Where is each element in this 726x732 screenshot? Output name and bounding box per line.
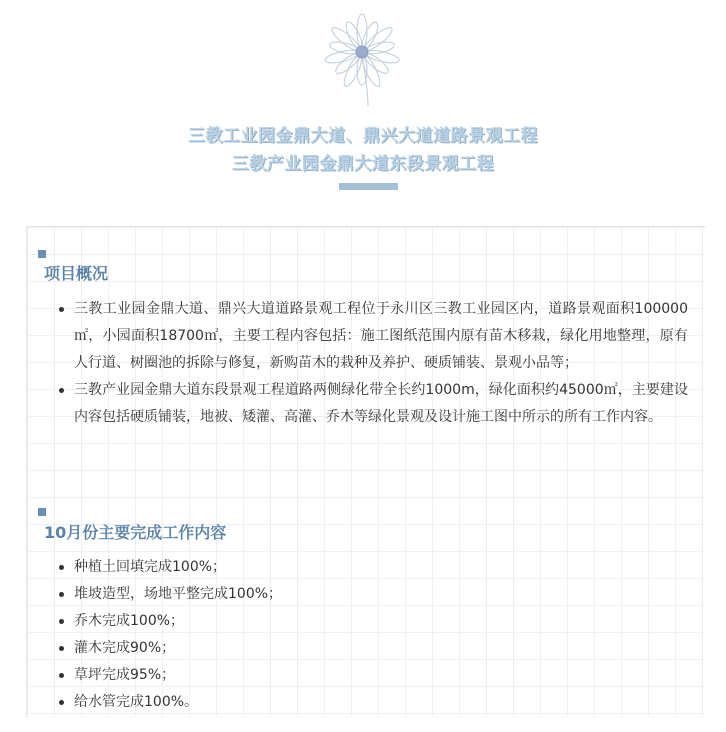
article-header bbox=[0, 0, 726, 226]
list-item: 草坪完成95%； bbox=[74, 662, 674, 689]
title-underline-bar bbox=[339, 183, 398, 190]
section-marker-icon bbox=[38, 508, 46, 516]
overview-list bbox=[50, 296, 688, 431]
list-item: 乔木完成100%； bbox=[74, 608, 674, 635]
section-marker-icon bbox=[38, 250, 46, 258]
october-task-list bbox=[50, 554, 674, 716]
list-item: 堆坡造型，场地平整完成100%； bbox=[74, 581, 674, 608]
section-heading-october: 10月份主要完成工作内容 bbox=[44, 523, 227, 542]
page-title-line-2: 三教产业园金鼎大道东段景观工程 bbox=[231, 154, 495, 174]
list-item: 种植土回填完成100%； bbox=[74, 554, 674, 581]
list-item: 给水管完成100%。 bbox=[74, 689, 674, 716]
section-heading-overview: 项目概况 bbox=[44, 264, 109, 283]
page-title-line-1: 三教工业园金鼎大道、鼎兴大道道路景观工程 bbox=[188, 126, 538, 146]
list-item: 三教产业园金鼎大道东段景观工程道路两侧绿化带全长约1000m，绿化面积约45000㎡，主要建设内容包括硬质铺装，地被、矮灌、高灌、乔木等绿化景观及设计施工图中所示的所有工作内容。 bbox=[74, 377, 688, 431]
daisy-flower-icon bbox=[318, 10, 406, 108]
list-item: 三教工业园金鼎大道、鼎兴大道道路景观工程位于永川区三教工业园区内，道路景观面积100000㎡，小园面积18700㎡，主要工程内容包括：施工图纸范围内原有苗木移栽，绿化用地整理，原有人行道、树圈池的拆除与修复，新购苗木的栽种及养护、硬质铺装、景观小品等； bbox=[74, 296, 688, 377]
list-item: 灌木完成90%； bbox=[74, 635, 674, 662]
